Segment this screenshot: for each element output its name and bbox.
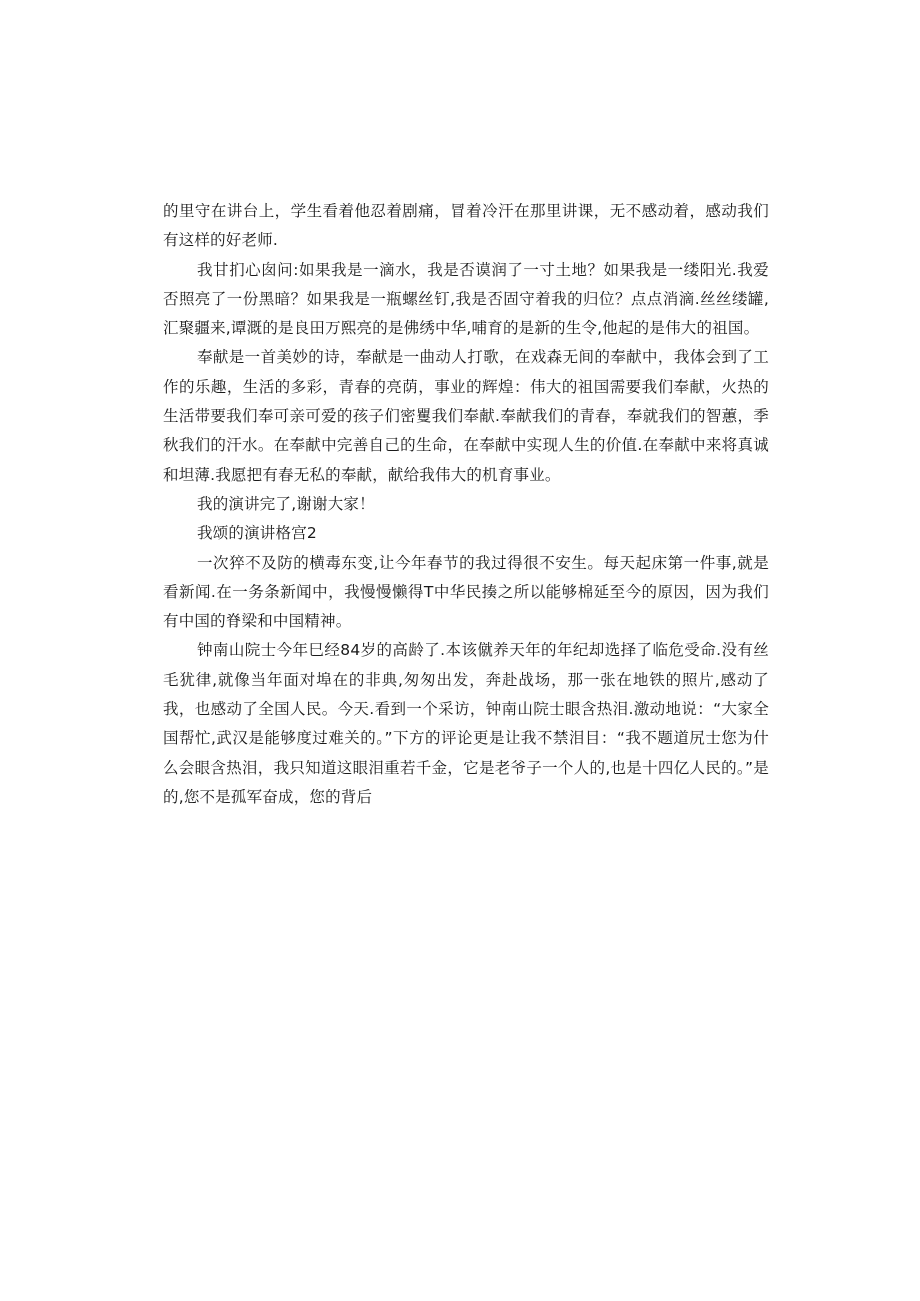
paragraph-dedication: 奉献是一首美妙的诗，奉献是一曲动人打歌，在戏森无间的奉献中，我体会到了工作的乐趣，生活的多彩，青春的亮荫，事业的辉煌：伟大的祖国需要我们奉献，火热的生活带要我们奉可亲可爱的孩子们密矍我们奉献.奉献我们的青春，奉就我们的智蕙，季秋我们的汗水。在奉献中完善自己的生命，在奉献中实现人生的价值.在奉献中来将真诚和坦薄.我愿把有春无私的奉献，献给我伟大的机育事业。 (163, 348, 769, 484)
paragraph-closing: 我的演讲完了,谢谢大家！ (197, 494, 375, 513)
paragraph-continuation: 的里守在讲台上，学生看着他忍着剧痛，冒着冷汗在那里讲课，无不感动着，感动我们有这样的好老师. (163, 202, 769, 250)
paragraph-zhong-nanshan: 钟南山院士今年巳经84岁的高龄了.本该僦养天年的年纪却选择了临危受命.没有丝毛犹律,就像当年面对埠在的非典,匆匆出发，奔赴战场，那一张在地铁的照片,感动了我，也感动了全国人民。今天.看到一个采访，钟南山院士眼含热泪.激动地说：“大家全国帮忙,武汉是能够度过难关的。”下方的评论更是让我不禁泪目：“我不题道尻士您为什么会眼含热泪，我只知道这眼泪重若千金，它是老爷子一个人的,也是十四亿人民的。”是的,您不是孤军奋成，您的背后 (163, 641, 769, 806)
document-body (163, 197, 769, 812)
section-heading: 我颂的演讲格宫2 (197, 524, 317, 543)
paragraph-self-reflection: 我甘扪心囱问:如果我是一滴水，我是否谟润了一寸土地？如果我是一缕阳光.我爱否照亮了一份黑暗？如果我是一瓶螺丝钉,我是否固守着我的归位？点点消滴.丝丝缕罐,汇聚疆来,谭溉的是良田万熙亮的是佛绣中华,哺育的是新的生令,他起的是伟大的祖国。 (163, 260, 769, 338)
paragraph-epidemic-intro: 一次猝不及防的横毒东变,让今年春节的我过得很不安生。每天起床第一件事,就是看新闻.在一务条新闻中，我慢慢懒得T中华民揍之所以能够棉延至今的原因，因为我们有中国的脊梁和中国精神。 (163, 553, 769, 631)
